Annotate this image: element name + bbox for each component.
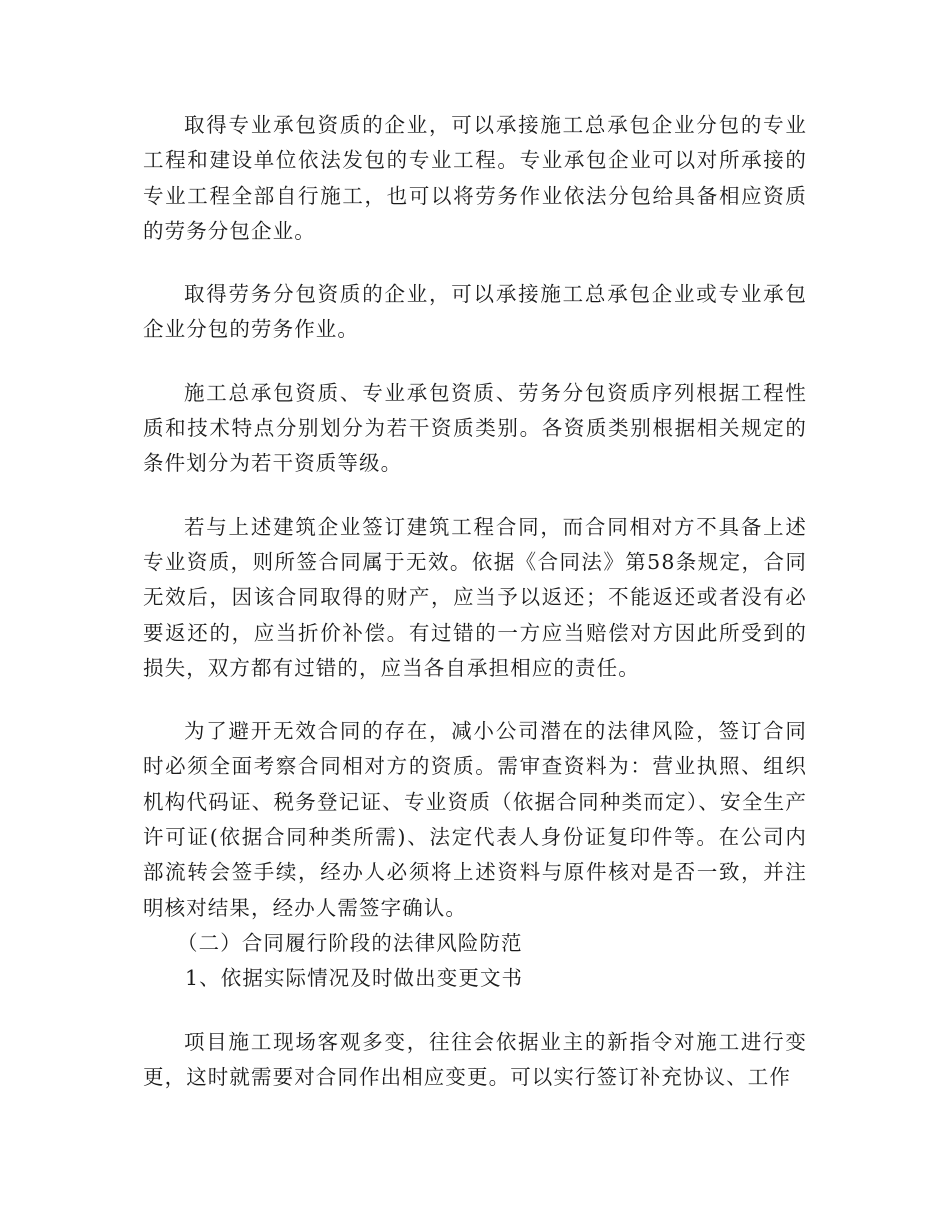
paragraph-invalid-contract: 若与上述建筑企业签订建筑工程合同，而合同相对方不具备上述专业资质，则所签合同属于无效。依据《合同法》第58条规定，合同无效后，因该合同取得的财产，应当予以返还；不能返还或者没有必要返还的，应当折价补偿。有过错的一方应当赔偿对方因此所受到的损失，双方都有过错的，应当各自承担相应的责任。 [143, 514, 807, 680]
sub-heading-change-documents: 1、依据实际情况及时做出变更文书 [185, 966, 524, 991]
paragraph-labor-subcontracting: 取得劳务分包资质的企业，可以承接施工总承包企业或专业承包企业分包的劳务作业。 [143, 282, 807, 342]
document-page [143, 108, 807, 1095]
paragraph-qualification-review: 为了避开无效合同的存在，减小公司潜在的法律风险，签订合同时必须全面考察合同相对方的资质。需审查资料为：营业执照、组织机构代码证、税务登记证、专业资质（依据合同种类而定）、安全生产许可证(依据合同种类所需)、法定代表人身份证复印件等。在公司内部流转会签手续，经办人必须将上述资料与原件核对是否一致，并注明核对结果，经办人需签字确认。 [143, 719, 807, 920]
paragraph-specialty-contracting: 取得专业承包资质的企业，可以承接施工总承包企业分包的专业工程和建设单位依法发包的专业工程。专业承包企业可以对所承接的专业工程全部自行施工，也可以将劳务作业依法分包给具备相应资质的劳务分包企业。 [143, 113, 807, 243]
paragraph-qualification-categories: 施工总承包资质、专业承包资质、劳务分包资质序列根据工程性质和技术特点分别划分为若干资质类别。各资质类别根据相关规定的条件划分为若干资质等级。 [143, 380, 807, 476]
section-heading-performance-risk: （二）合同履行阶段的法律风险防范 [177, 930, 523, 955]
paragraph-site-changes: 项目施工现场客观多变，往往会依据业主的新指令对施工进行变更，这时就需要对合同作出相应变更。可以实行签订补充协议、工作 [143, 1029, 807, 1089]
